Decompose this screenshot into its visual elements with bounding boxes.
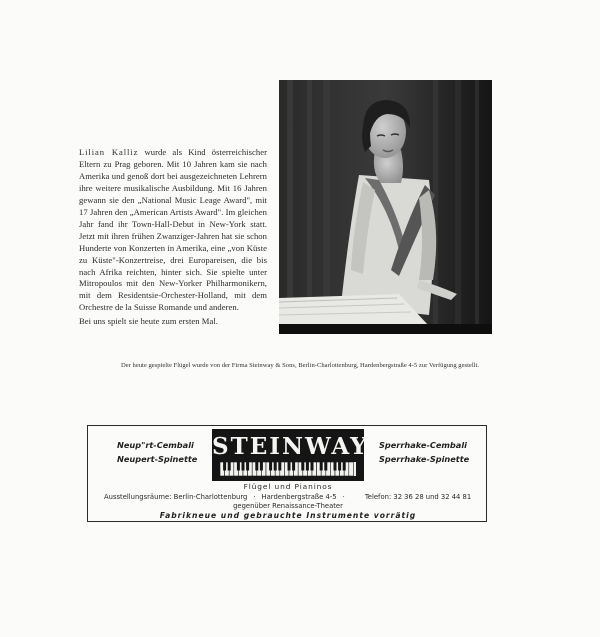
artist-name: Lilian Kalliz xyxy=(79,147,139,157)
ad-tagline: Fabrikneue und gebrauchte Instrumente vorrätig xyxy=(159,511,417,520)
ad-separator: · xyxy=(342,493,345,501)
black-key xyxy=(246,462,249,471)
black-key xyxy=(242,462,245,471)
black-key xyxy=(228,462,231,471)
ad-left-line: Neupert-Spinette xyxy=(117,454,198,464)
ad-right-line: Sperrhake-Spinette xyxy=(379,454,470,464)
black-key xyxy=(311,462,314,471)
black-key xyxy=(260,462,263,471)
ad-separator: · xyxy=(253,493,256,501)
ad-left-column xyxy=(117,438,197,466)
black-key xyxy=(255,462,258,471)
steinway-logo xyxy=(212,429,369,481)
black-key xyxy=(301,462,304,471)
ad-left-line: Neup"rt-Cembali xyxy=(117,440,194,450)
black-key xyxy=(223,462,226,471)
steinway-wordmark: STEINWAY xyxy=(212,433,369,460)
pianist-photo xyxy=(279,80,492,334)
black-key xyxy=(343,462,346,471)
biography-body: wurde als Kind österreichischer Eltern zu Prag geboren. Mit 10 Jahren kam sie nach Amerika und genoß dort bei ausgezeichneten Lehrern ihre weitere musikalische Ausbildung. Mit 16 Jahren gewann sie den „National Music Leage Award", mit 17 Jahren den „American Artists Award". Im gleichen Jahr fand ihr Town-Hall-Debut in New-York statt. Jetzt mit ihren frühen Zwanziger-Jahren hat sie schon Hunderte von Konzerten in Amerika, eine „von Küste zu Küste"-Konzertreise, drei Europareisen, die bis nach Afrika reichten, hinter sich. Sie spielte unter Mitropoulos mit den New-Yorker Philharmonikern, mit dem Residentsie-Orchester-Holland, mit dem Orchestre de la Suisse Romande und anderen. xyxy=(79,147,267,313)
ad-location-note: gegenüber Renaissance-Theater xyxy=(233,502,343,510)
ad-address-line xyxy=(104,493,474,501)
steinway-advertisement xyxy=(87,425,487,522)
ad-right-column xyxy=(379,438,469,466)
black-key xyxy=(292,462,295,471)
black-key xyxy=(288,462,291,471)
ad-right-line: Sperrhake-Cembali xyxy=(379,440,467,450)
piano-credit-caption: Der heute gespielte Flügel wurde von der Firma Steinway & Sons, Berlin-Charlottenburg, Hardenbergstraße 4-5 zur Verfügung gestellt. xyxy=(121,362,479,369)
black-key xyxy=(237,462,240,471)
ad-showroom: Ausstellungsräume: Berlin-Charlottenburg xyxy=(104,493,248,501)
first-appearance-note: Bei uns spielt sie heute zum ersten Mal. xyxy=(79,316,218,327)
black-key xyxy=(338,462,341,471)
black-key xyxy=(320,462,323,471)
black-key xyxy=(269,462,272,471)
pianist-photo-illustration xyxy=(279,80,492,334)
black-key xyxy=(324,462,327,471)
biography-paragraph xyxy=(79,147,267,314)
piano-keys-icon xyxy=(220,462,356,476)
ad-street: Hardenbergstraße 4-5 xyxy=(261,493,337,501)
black-key xyxy=(306,462,309,471)
biography-text xyxy=(79,147,267,328)
black-key xyxy=(334,462,337,471)
white-key xyxy=(349,462,354,476)
black-key xyxy=(278,462,281,471)
black-key xyxy=(274,462,277,471)
ad-subtitle: Flügel und Pianinos xyxy=(243,482,333,491)
ad-phone: Telefon: 32 36 28 und 32 44 81 xyxy=(364,493,472,501)
